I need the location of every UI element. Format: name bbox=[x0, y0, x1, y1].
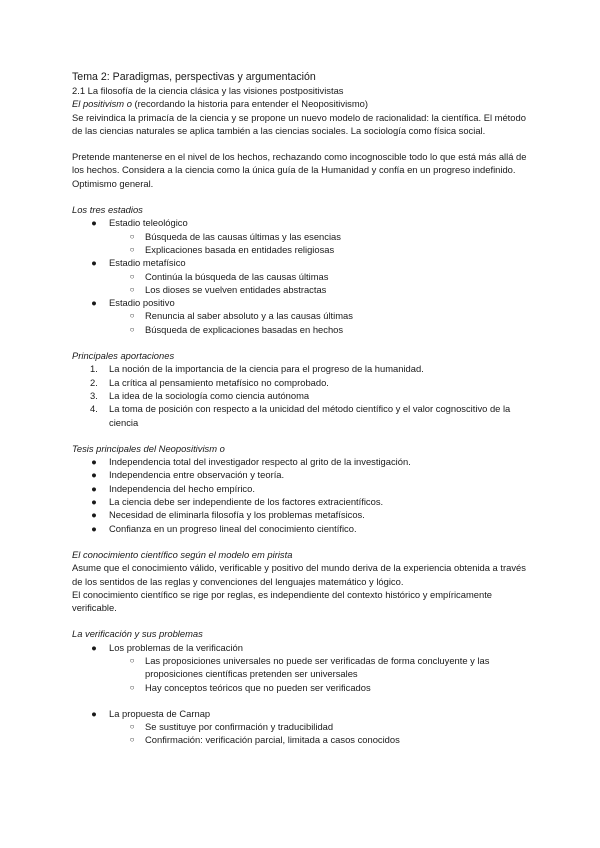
list-item: ● Independencia entre observación y teoría. bbox=[72, 468, 532, 481]
list-item: ● Estadio positivo bbox=[72, 296, 532, 309]
bullet-disc-icon: ● bbox=[91, 257, 97, 269]
carnap-list bbox=[72, 707, 532, 747]
positivismo-paragraph-1: Se reivindica la primacía de la ciencia y se propone un nuevo modelo de racionalidad: la científica. El método de las ciencias naturales se aplica también a las ciencias sociales. La sociología como física social. bbox=[72, 111, 526, 136]
list-subitem: ○ Los dioses se vuelven entidades abstractas bbox=[72, 283, 532, 296]
list-item: ● Estadio metafísico bbox=[72, 256, 532, 269]
bullet-disc-icon: ● bbox=[91, 522, 97, 534]
section-subtitle: 2.1 La filosofía de la ciencia clásica y las visiones postpositivistas bbox=[72, 85, 344, 96]
list-item: ● Los problemas de la verificación bbox=[72, 641, 532, 654]
verificacion-heading: La verificación y sus problemas bbox=[72, 628, 203, 640]
list-subitem: ○ Confirmación: verificación parcial, limitada a casos conocidos bbox=[72, 733, 532, 746]
estadios-list bbox=[72, 216, 532, 336]
document-title: Tema 2: Paradigmas, perspectivas y argumentación bbox=[72, 71, 316, 83]
list-subitem: ○ Búsqueda de las causas últimas y las esencias bbox=[72, 230, 532, 243]
list-item: 2. La crítica al pensamiento metafísico no comprobado. bbox=[90, 376, 329, 388]
list-item: ● Independencia total del investigador respecto al grito de la investigación. bbox=[72, 455, 532, 468]
list-item: ● Necesidad de eliminarla filosofía y los problemas metafísicos. bbox=[72, 508, 532, 521]
aportaciones-heading: Principales aportaciones bbox=[72, 350, 175, 362]
list-subitem: ○ Las proposiciones universales no puede ser verificadas de forma concluyente y las proposiciones científicas pretenden ser universales bbox=[72, 654, 532, 681]
bullet-circle-icon: ○ bbox=[129, 682, 135, 692]
tesis-heading: Tesis principales del Neopositivism o bbox=[72, 442, 225, 454]
bullet-circle-icon: ○ bbox=[129, 311, 135, 321]
bullet-circle-icon: ○ bbox=[129, 735, 135, 745]
list-subitem: ○ Explicaciones basada en entidades religiosas bbox=[72, 243, 532, 256]
positivismo-heading-rest: (recordando la historia para entender el Neopositivismo) bbox=[131, 98, 368, 110]
bullet-disc-icon: ● bbox=[91, 469, 97, 481]
positivismo-heading-italic: El positivism o bbox=[72, 98, 132, 110]
tesis-list bbox=[72, 455, 532, 535]
verificacion-list bbox=[72, 641, 532, 694]
list-item: 3. La idea de la sociología como ciencia autónoma bbox=[90, 389, 310, 401]
list-item: ● Independencia del hecho empírico. bbox=[72, 482, 532, 495]
list-subitem: ○ Hay conceptos teóricos que no pueden ser verificados bbox=[72, 681, 532, 694]
list-item: ● Estadio teleológico bbox=[72, 216, 532, 229]
bullet-circle-icon: ○ bbox=[129, 655, 135, 665]
list-subitem: ○ Se sustituye por confirmación y traducibilidad bbox=[72, 720, 532, 733]
conocimiento-paragraph-2: El conocimiento científico se rige por reglas, es independiente del contexto histórico y empíricamente verificable. bbox=[72, 588, 493, 614]
list-item: 1. La noción de la importancia de la ciencia para el progreso de la humanidad. bbox=[90, 363, 424, 375]
bullet-disc-icon: ● bbox=[91, 509, 97, 521]
bullet-disc-icon: ● bbox=[91, 641, 97, 653]
list-item: 4. La toma de posición con respecto a la unicidad del método científico y el valor cognoscitivo de la ciencia bbox=[90, 403, 511, 428]
conocimiento-paragraph-1: Asume que el conocimiento válido, verificable y positivo del mundo deriva de la experiencia obtenida a través de los sentidos de las reglas y convenciones del lenguajes matemático y lógico. bbox=[72, 562, 526, 587]
list-item: ● La propuesta de Carnap bbox=[72, 707, 532, 720]
bullet-disc-icon: ● bbox=[91, 217, 97, 229]
positivismo-paragraph-2: Pretende mantenerse en el nivel de los hechos, rechazando como incognoscible todo lo que está más allá de los hechos. Considera a la ciencia como la única guía de la Humanidad y confía en un progreso indefinido. Optimismo general. bbox=[72, 151, 527, 189]
bullet-circle-icon: ○ bbox=[129, 244, 135, 254]
list-subitem: ○ Búsqueda de explicaciones basadas en hechos bbox=[72, 323, 532, 336]
bullet-circle-icon: ○ bbox=[129, 271, 135, 281]
bullet-disc-icon: ● bbox=[91, 456, 97, 468]
bullet-disc-icon: ● bbox=[91, 482, 97, 494]
bullet-disc-icon: ● bbox=[91, 297, 97, 309]
conocimiento-heading: El conocimiento científico según el modelo em pirista bbox=[72, 548, 293, 560]
bullet-circle-icon: ○ bbox=[129, 722, 135, 732]
list-item: ● La ciencia debe ser independiente de los factores extracientíficos. bbox=[72, 495, 532, 508]
document-page bbox=[72, 70, 532, 747]
bullet-disc-icon: ● bbox=[91, 707, 97, 719]
positivismo-heading bbox=[72, 97, 532, 110]
list-item: ● Confianza en un progreso lineal del conocimiento científico. bbox=[72, 522, 532, 535]
list-subitem: ○ Continúa la búsqueda de las causas últimas bbox=[72, 270, 532, 283]
estadios-heading: Los tres estadios bbox=[72, 204, 143, 216]
aportaciones-list bbox=[72, 362, 532, 428]
bullet-disc-icon: ● bbox=[91, 496, 97, 508]
bullet-circle-icon: ○ bbox=[129, 324, 135, 334]
bullet-circle-icon: ○ bbox=[129, 231, 135, 241]
list-subitem: ○ Renuncia al saber absoluto y a las causas últimas bbox=[72, 309, 532, 322]
bullet-circle-icon: ○ bbox=[129, 284, 135, 294]
